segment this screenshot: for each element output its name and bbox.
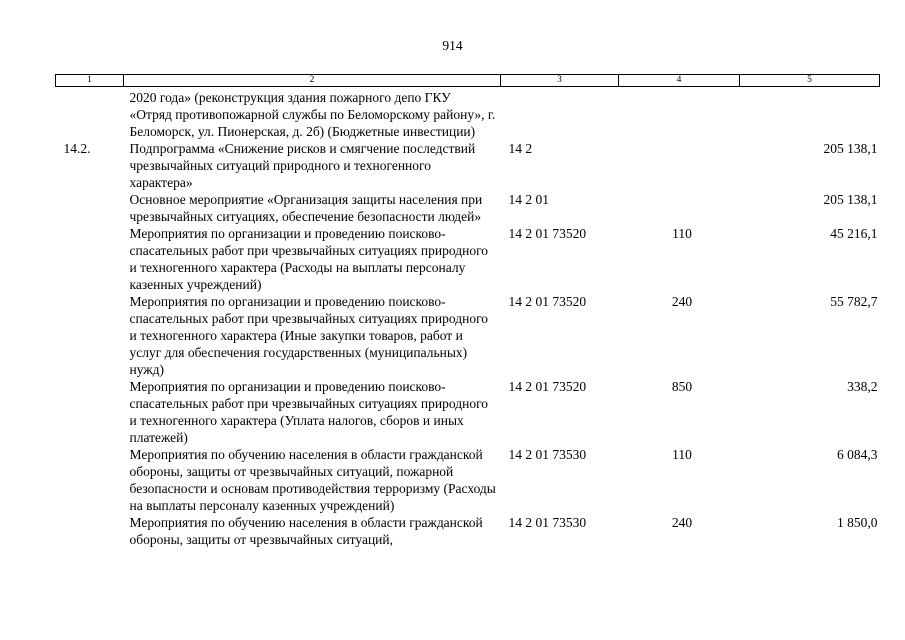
row-number — [56, 514, 124, 548]
row-expense-type: 110 — [672, 447, 692, 462]
row-sum: 338,2 — [847, 379, 878, 394]
row-code: 14 2 01 73520 — [508, 379, 587, 394]
table-row — [56, 514, 880, 548]
column-header-5: 5 — [740, 75, 880, 87]
table-row — [56, 225, 880, 293]
table-row — [56, 140, 880, 191]
row-number — [56, 446, 124, 514]
row-sum: 55 782,7 — [830, 294, 878, 309]
page-number: 914 — [442, 38, 463, 53]
row-number: 14.2. — [63, 141, 91, 156]
row-sum: 1 850,0 — [837, 515, 878, 530]
row-code: 14 2 — [508, 141, 533, 156]
row-sum: 205 138,1 — [823, 141, 878, 156]
row-sum — [740, 87, 880, 141]
row-name: Мероприятия по организации и проведению поисково-спасательных работ при чрезвычайных ситуациях природного и техногенного характера (Уплата налогов, сборов и иных платежей) — [129, 379, 489, 445]
row-sum: 45 216,1 — [830, 226, 878, 241]
table-row — [56, 87, 880, 141]
row-expense-type — [619, 191, 740, 225]
row-expense-type: 240 — [671, 294, 693, 309]
row-expense-type — [619, 140, 740, 191]
row-number — [56, 87, 124, 141]
row-name: Мероприятия по организации и проведению поисково-спасательных работ при чрезвычайных ситуациях природного и техногенного характера (Расходы на выплаты персоналу казенных учреждений) — [129, 226, 489, 292]
row-expense-type: 240 — [671, 515, 693, 530]
row-expense-type: 110 — [672, 226, 692, 241]
table-row — [56, 378, 880, 446]
row-number — [56, 378, 124, 446]
table-row — [56, 293, 880, 378]
row-number — [56, 293, 124, 378]
row-code — [501, 87, 619, 141]
row-expense-type: 850 — [671, 379, 693, 394]
row-code: 14 2 01 73530 — [508, 447, 587, 462]
row-name: Мероприятия по обучению населения в области гражданской обороны, защиты от чрезвычайных ситуаций, — [129, 515, 483, 547]
column-header-1: 1 — [56, 75, 124, 87]
budget-table — [55, 74, 880, 548]
row-name: Мероприятия по обучению населения в области гражданской обороны, защиты от чрезвычайных ситуаций, пожарной безопасности и основам противодействия терроризму (Расходы на выплаты персоналу казенных учреждений) — [129, 447, 496, 513]
row-code: 14 2 01 73520 — [508, 294, 587, 309]
table-row — [56, 191, 880, 225]
table-row — [56, 446, 880, 514]
row-code: 14 2 01 73530 — [508, 515, 587, 530]
row-sum: 205 138,1 — [823, 192, 878, 207]
row-sum: 6 084,3 — [837, 447, 878, 462]
column-header-2: 2 — [124, 75, 501, 87]
row-expense-type — [619, 87, 740, 141]
row-name: 2020 года» (реконструкция здания пожарного депо ГКУ «Отряд противопожарной службы по Беломорскому району», г. Беломорск, ул. Пионерская, д. 2б) (Бюджетные инвестиции) — [129, 90, 496, 139]
row-code: 14 2 01 — [508, 192, 549, 207]
row-number — [56, 191, 124, 225]
column-header-4: 4 — [619, 75, 740, 87]
column-number-row — [56, 75, 880, 87]
column-header-3: 3 — [501, 75, 619, 87]
row-number — [56, 225, 124, 293]
row-name: Подпрограмма «Снижение рисков и смягчение последствий чрезвычайных ситуаций природного и техногенного характера» — [129, 141, 476, 190]
row-name: Основное мероприятие «Организация защиты населения при чрезвычайных ситуациях, обеспечение безопасности людей» — [129, 192, 483, 224]
row-code: 14 2 01 73520 — [508, 226, 587, 241]
row-name: Мероприятия по организации и проведению поисково-спасательных работ при чрезвычайных ситуациях природного и техногенного характера (Иные закупки товаров, работ и услуг для обеспечения государственных (муниципальных) нужд) — [129, 294, 489, 377]
